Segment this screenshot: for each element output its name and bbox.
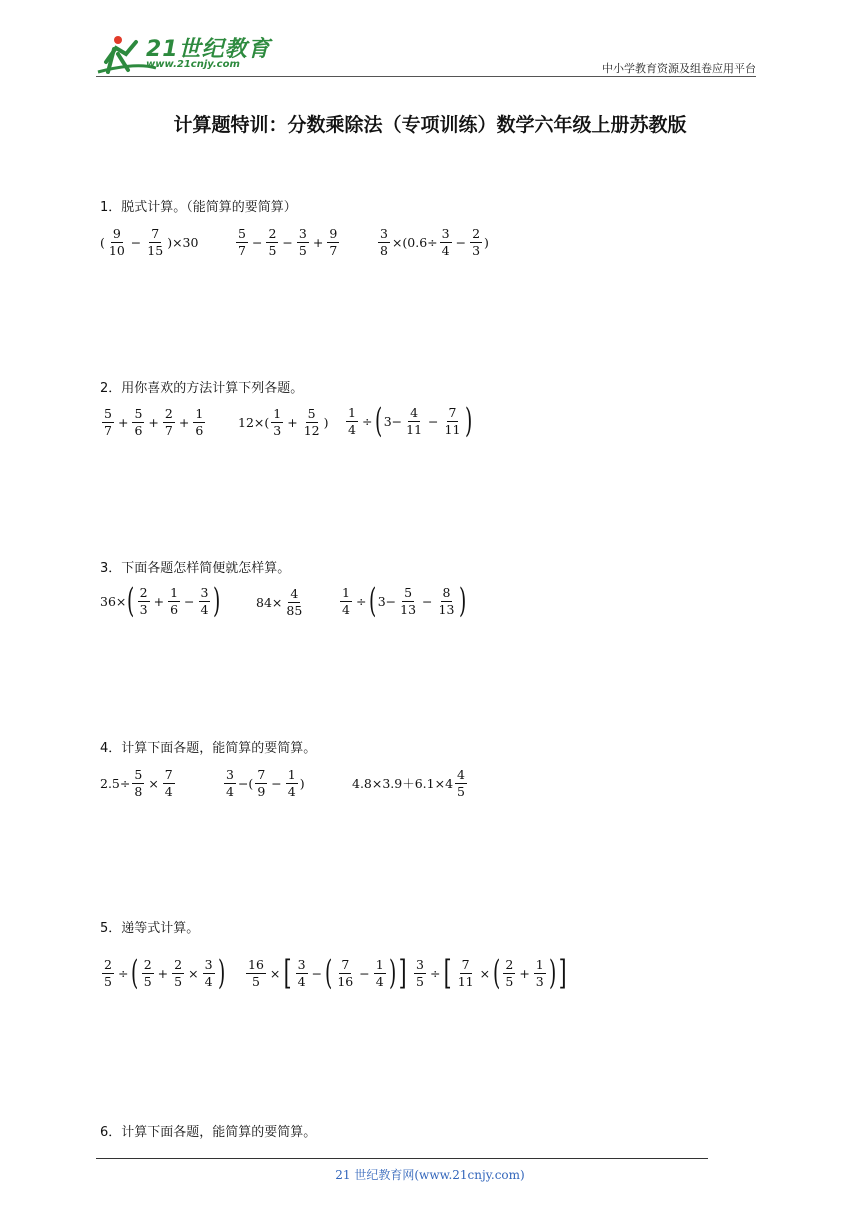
question-2-label: 2．用你喜欢的方法计算下列各题。 [100,381,304,396]
q3-expr-3: $\frac{1}{4}$ ÷ ( 3− $\frac{5}{13}$ − $\frac{8}{13}$ ) [342,581,467,621]
logo-url: www.21cnjy.com [146,59,240,70]
q5-expr-3: $\frac{3}{5}$ ÷ [ $\frac{7}{11}$ × ( 2 5 + $\frac{1}{3}$ ) ] [416,953,567,993]
question-4-label: 4．计算下面各题，能简算的要简算。 [100,741,317,756]
logo-text: 21世纪教育 [146,37,271,62]
q4-expr-2: 3 4 −( 7 9 − $\frac{1}{4}$ ) [226,767,305,799]
page-title: 计算题特训：分数乘除法（专项训练）数学六年级上册苏教版 [173,114,687,136]
q5-expr-1: $\frac{2}{5}$ ÷ ( 2 5 + $\frac{2}{5}$ × $\frac{3}{4}$ ) [104,953,225,993]
q4-expr-1: 2.5÷ $\frac{5}{8}$ × $\frac{7}{4}$ [100,767,173,799]
question-5-label: 5．递等式计算。 [100,921,200,936]
q3-expr-2: 84× $\frac{4}{85}$ [256,586,303,618]
platform-name: 中小学教育资源及组卷应用平台 [602,62,756,75]
q1-expr-1: ( 9 10 − $\frac{7}{15}$ )×30 [100,226,199,258]
question-3-label: 3．下面各题怎样简便就怎样算。 [100,561,291,576]
footer-text[interactable]: 21 世纪教育网(www.21cnjy.com) [335,1168,525,1182]
q2-expr-2: 12×( 1 3 + $\frac{5}{12}$ ) [238,406,329,438]
q3-expr-1: 36× ( 2 3 + $\frac{1}{6}$ − $\frac{3}{4}$ ) [100,581,221,621]
question-1-label: 1．脱式计算。（能简算的要简算） [100,200,297,215]
page-header [0,0,860,80]
q1-expr-3: $\frac{3}{8}$ ×(0.6÷ $\frac{3}{4}$ − $\frac{2}{3}$ ) [380,226,489,258]
q2-expr-1: 5 7 + $\frac{5}{6}$ + $\frac{2}{7}$ + $\frac{1}{6}$ [104,406,204,438]
q2-expr-3: $\frac{1}{4}$ ÷ ( 3− $\frac{4}{11}$ − $\frac{7}{11}$ ) [348,401,473,441]
q5-expr-2: $\frac{16}{5}$ × [ 3 4 − ( 7 16 − $\frac{1}{4}$ ) ] [248,953,407,993]
q1-expr-2: 5 7 − $\frac{2}{5}$ − $\frac{3}{5}$ + $\frac{9}{7}$ [238,226,338,258]
question-6-label: 6．计算下面各题，能简算的要简算。 [100,1125,317,1140]
footer-divider [96,1158,708,1159]
q4-expr-3: 4.8×3.9＋6.1×4 4 5 [352,767,465,799]
header-divider [96,76,756,77]
